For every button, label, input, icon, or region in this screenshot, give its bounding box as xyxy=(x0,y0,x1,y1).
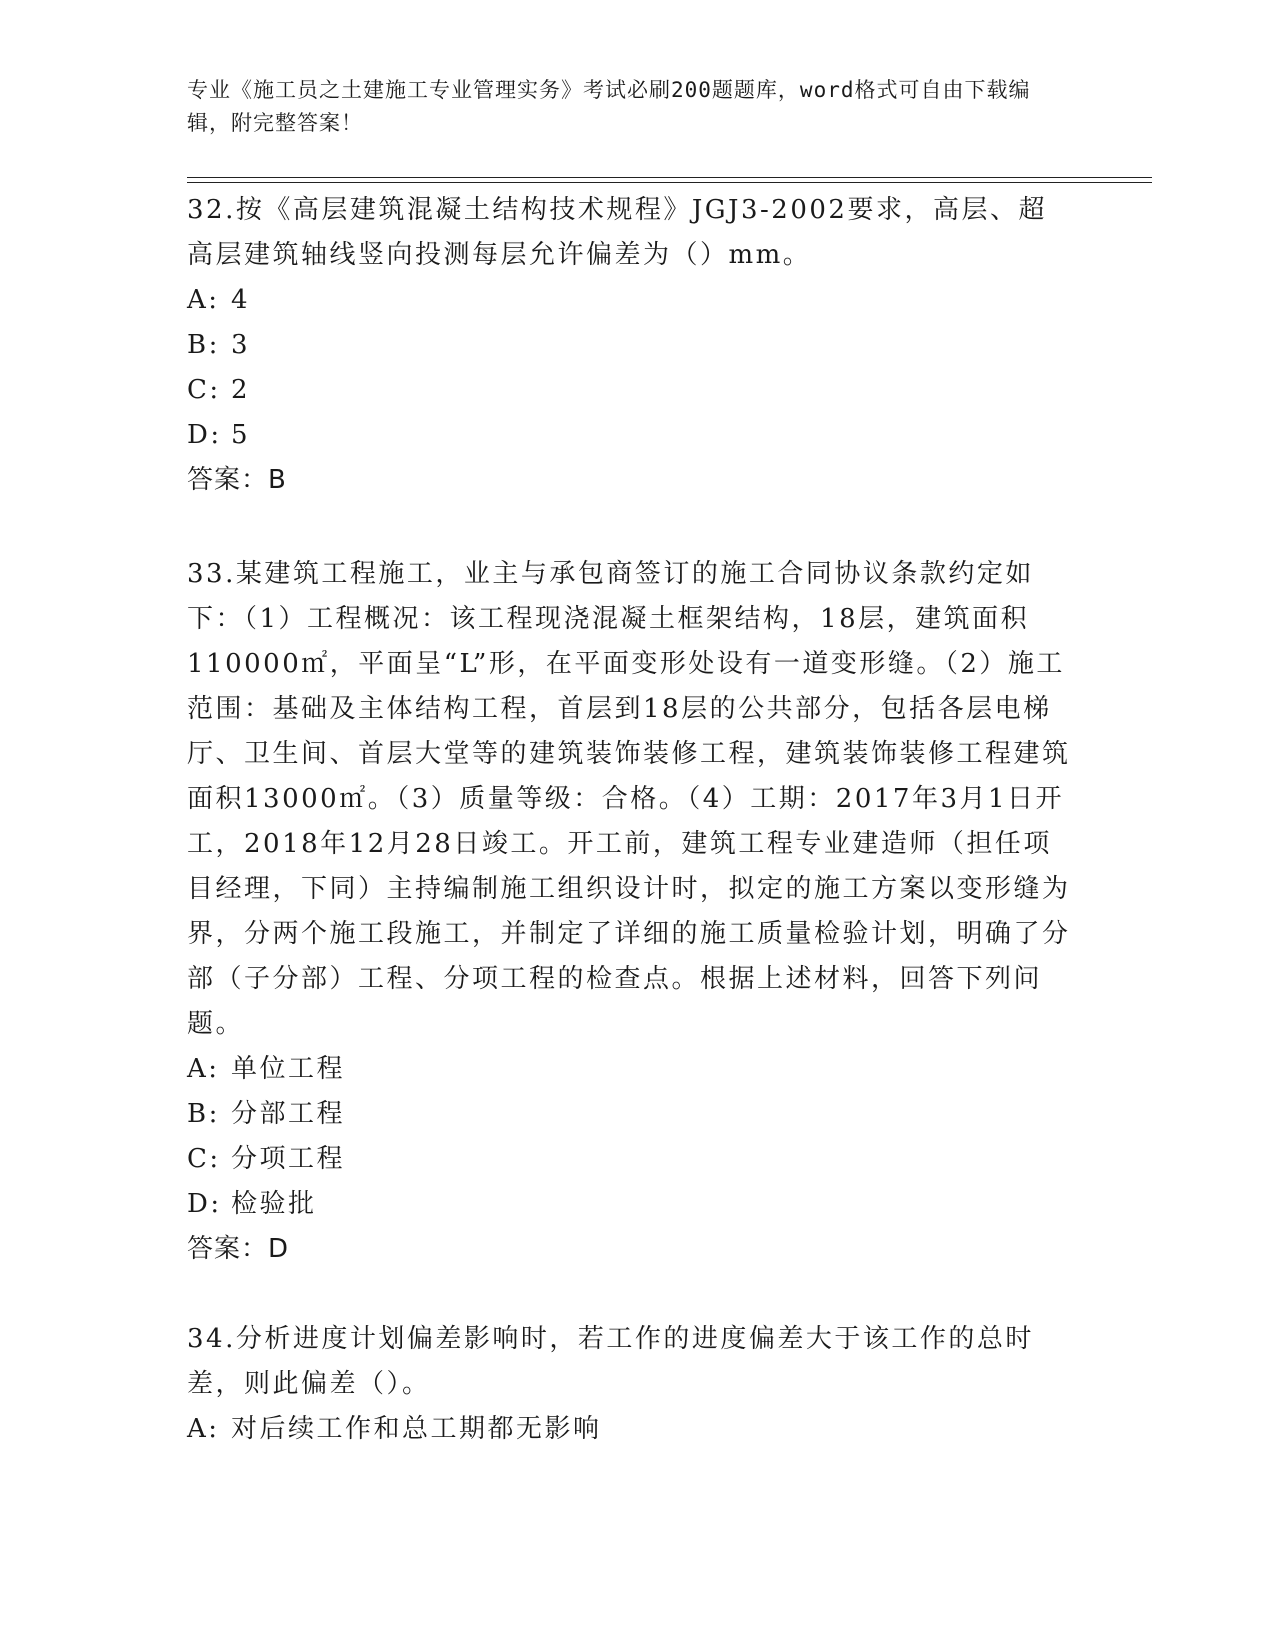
option-key: C: xyxy=(187,1144,221,1174)
option-a xyxy=(187,1407,1072,1452)
answer-line: 答案：D xyxy=(187,1234,290,1264)
option-key: D: xyxy=(187,420,222,450)
option-text: 分部工程 xyxy=(231,1099,346,1129)
question-stem: 34.分析进度计划偏差影响时，若工作的进度偏差大于该工作的总时差，则此偏差（）。 xyxy=(187,1324,1034,1399)
option-key: A: xyxy=(187,1414,220,1444)
question-32 xyxy=(187,188,1072,503)
option-c xyxy=(187,1137,1072,1182)
question-33 xyxy=(187,552,1072,1272)
option-d xyxy=(187,413,1072,458)
option-key: A: xyxy=(187,1054,220,1084)
option-text: 2 xyxy=(231,375,251,405)
question-stem: 32.按《高层建筑混凝土结构技术规程》JGJ3-2002要求，高层、超高层建筑轴线竖向投测每层允许偏差为（）mm。 xyxy=(187,195,1047,270)
option-text: 分项工程 xyxy=(231,1144,346,1174)
option-text: 4 xyxy=(231,285,251,315)
option-key: D: xyxy=(187,1189,222,1219)
header-divider-bottom xyxy=(187,182,1152,183)
option-text: 3 xyxy=(231,330,251,360)
question-34 xyxy=(187,1317,1072,1452)
option-text: 5 xyxy=(231,420,251,450)
option-c xyxy=(187,368,1072,413)
answer-line: 答案：B xyxy=(187,465,287,495)
option-text: 单位工程 xyxy=(231,1054,346,1084)
option-key: B: xyxy=(187,330,220,360)
option-b xyxy=(187,323,1072,368)
question-stem: 33.某建筑工程施工，业主与承包商签订的施工合同协议条款约定如下：（1）工程概况：该工程现浇混凝土框架结构，18层，建筑面积110000㎡，平面呈“L”形，在平面变形处设有一道变形缝。（2）施工范围：基础及主体结构工程，首层到18层的公共部分，包括各层电梯厅、卫生间、首层大堂等的建筑装饰装修工程，建筑装饰装修工程建筑面积13000㎡。（3）质量等级：合格。（4）工期：2017年3月1日开工，2018年12月28日竣工。开工前，建筑工程专业建造师（担任项目经理，下同）主持编制施工组织设计时，拟定的施工方案以变形缝为界，分两个施工段施工，并制定了详细的施工质量检验计划，明确了分部（子分部）工程、分项工程的检查点。根据上述材料，回答下列问题。 xyxy=(187,559,1071,1039)
option-a xyxy=(187,278,1072,323)
option-key: C: xyxy=(187,375,221,405)
option-key: B: xyxy=(187,1099,220,1129)
option-b xyxy=(187,1092,1072,1137)
option-a xyxy=(187,1047,1072,1092)
option-text: 对后续工作和总工期都无影响 xyxy=(231,1414,602,1444)
document-header: 专业《施工员之土建施工专业管理实务》考试必刷200题题库，word格式可自由下载编辑，附完整答案！ xyxy=(187,78,1031,135)
header-divider-top xyxy=(187,177,1152,178)
option-d xyxy=(187,1182,1072,1227)
option-text: 检验批 xyxy=(231,1189,317,1219)
option-key: A: xyxy=(187,285,220,315)
